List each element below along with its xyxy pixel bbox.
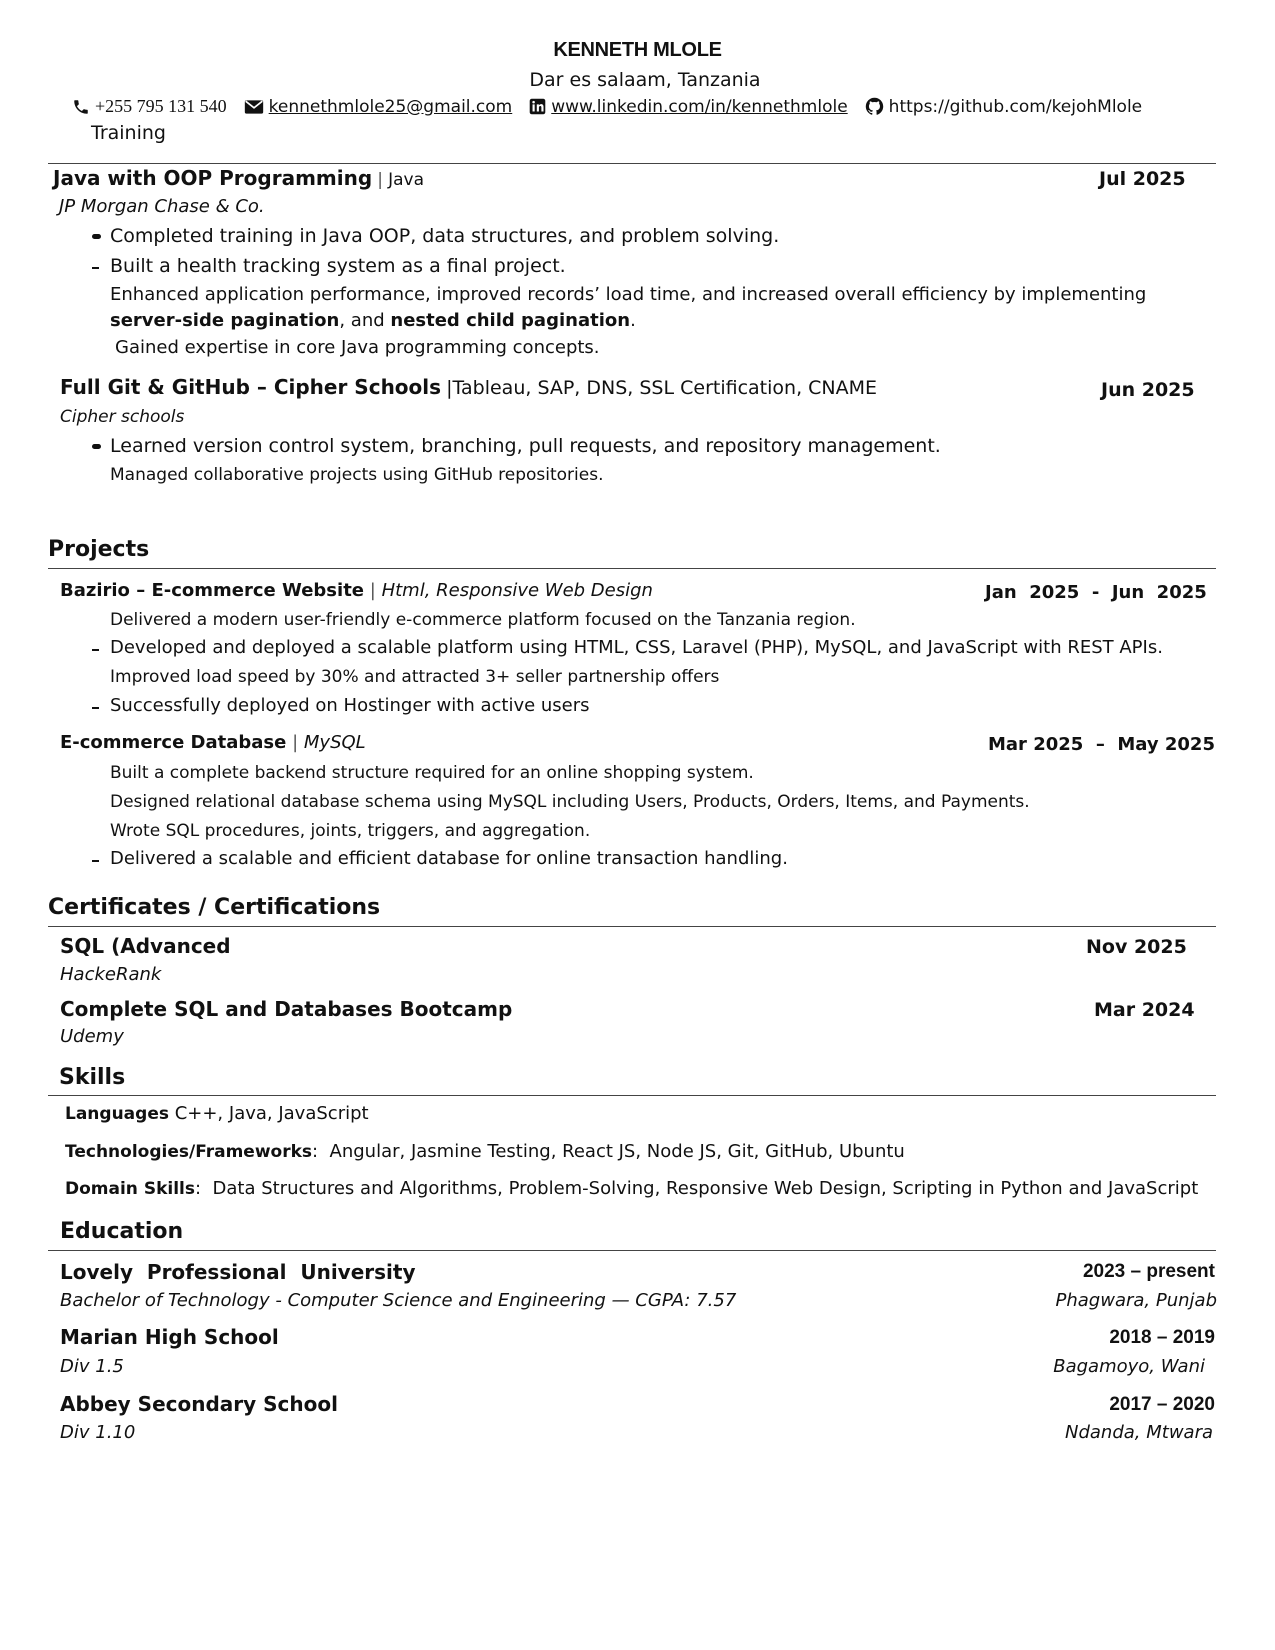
cert-title: Complete SQL and Databases Bootcamp [60,997,513,1021]
skill-value: Angular, Jasmine Testing, React JS, Node JS, Git, GitHub, Ubuntu [329,1141,905,1162]
entry-tech: Java [388,170,425,190]
divider [48,926,1216,927]
training-label: Training [91,122,166,144]
phone-icon [72,98,90,116]
linkedin-icon [529,98,546,115]
edu-date: 2017 – 2020 [1109,1394,1215,1415]
entry-title: Java with OOP Programming [53,166,373,190]
project-title: Bazirio – E-commerce Website [60,580,365,601]
edu-detail: Div 1.5 [60,1356,124,1377]
location: Dar es salaam, Tanzania [529,69,761,91]
skill-row [65,1178,1198,1199]
edu-place: Phagwara, Punjab [1055,1290,1217,1311]
github-link[interactable]: https://github.com/kejohMlole [888,96,1143,117]
edu-detail: Div 1.10 [60,1422,136,1443]
section-heading-certificates: Certificates / Certifications [48,895,381,920]
project-date: Mar 2025 – May 2025 [988,734,1215,755]
bullet-item: Successfully deployed on Hostinger with active users [110,695,590,716]
cert-date: Nov 2025 [1086,936,1187,958]
paragraph-text: Enhanced application performance, improved records’ load time, and increased overall efficiency by implementing [110,284,1147,305]
skill-sep: : [312,1141,330,1162]
section-heading-skills: Skills [59,1065,126,1090]
bold-term: nested child pagination [390,310,631,331]
email-item[interactable] [244,97,513,117]
cert-org: HackeRank [60,964,162,985]
skill-sep: : [194,1178,213,1199]
skill-label: Domain Skills [65,1179,195,1199]
cert-date: Mar 2024 [1094,999,1195,1021]
cert-org: Udemy [60,1026,124,1047]
skill-row [65,1103,369,1124]
phone-number: +255 795 131 540 [95,96,227,116]
skill-value: Data Structures and Algorithms, Problem-Solving, Responsive Web Design, Scripting in Python and JavaScript [212,1178,1199,1199]
bullet-item: Improved load speed by 30% and attracted 3+ seller partnership offers [110,667,720,687]
bullet-item: Designed relational database schema using MySQL including Users, Products, Orders, Items, and Payments. [110,792,1030,812]
project-title-row [60,580,653,601]
github-icon [865,97,884,116]
divider [48,1250,1216,1251]
paragraph-text: , and [339,310,391,331]
contact-bar [72,96,1159,117]
envelope-icon [244,99,264,115]
skill-label: Languages [65,1104,169,1124]
skill-value: C++, Java, JavaScript [174,1103,369,1124]
email-link[interactable]: kennethmlole25@gmail.com [268,96,513,117]
bullet-item: Delivered a modern user-friendly e-commerce platform focused on the Tanzania region. [110,610,856,630]
bullet-item: Delivered a scalable and efficient database for online transaction handling. [110,848,788,869]
entry-org: JP Morgan Chase & Co. [59,196,265,217]
school-name: Abbey Secondary School [60,1392,338,1416]
linkedin-link[interactable]: www.linkedin.com/in/kennethmlole [551,96,848,117]
bullet-item: Managed collaborative projects using GitHub repositories. [110,465,604,485]
section-heading-projects: Projects [48,537,150,562]
entry-date: Jul 2025 [1099,168,1186,190]
bold-term: server-side pagination [110,310,340,331]
school-name: Marian High School [60,1325,279,1349]
edu-detail: Bachelor of Technology - Computer Science and Engineering — CGPA: 7.57 [60,1290,737,1311]
training-entry-title [60,375,877,399]
bullet-item: Wrote SQL procedures, joints, triggers, and aggregation. [110,821,591,841]
edu-date: 2018 – 2019 [1109,1327,1215,1348]
entry-date: Jun 2025 [1101,379,1195,401]
edu-place: Bagamoyo, Wani [1053,1356,1205,1377]
bullet-item: Completed training in Java OOP, data structures, and problem solving. [110,225,780,247]
divider [48,1095,1216,1096]
entry-title: Full Git & GitHub – Cipher Schools [60,375,442,399]
bullet-item: Developed and deployed a scalable platform using HTML, CSS, Laravel (PHP), MySQL, and JavaScript with REST APIs. [110,637,1163,658]
project-tech: MySQL [303,732,366,753]
separator: | [446,377,453,399]
cert-title: SQL (Advanced [60,934,231,958]
divider [48,568,1216,569]
bullet-item: Gained expertise in core Java programming concepts. [115,337,600,358]
entry-org: Cipher schools [60,407,185,427]
skill-label: Technologies/Frameworks [65,1142,313,1162]
project-title: E-commerce Database [60,732,287,753]
school-name: Lovely Professional University [60,1260,416,1284]
linkedin-item[interactable] [529,97,847,117]
github-item[interactable] [865,97,1142,117]
project-title-row [60,732,366,753]
divider [48,163,1216,164]
section-heading-education: Education [60,1219,184,1244]
separator: | [377,170,384,190]
bullet-item: Built a health tracking system as a final project. [110,255,566,277]
edu-place: Ndanda, Mtwara [1065,1422,1213,1443]
paragraph-text: . [630,310,636,331]
paragraph-text [110,310,636,331]
training-entry-title [53,166,424,190]
project-date: Jan 2025 - Jun 2025 [985,582,1207,603]
entry-tech: Tableau, SAP, DNS, SSL Certification, CNAME [452,377,878,399]
skill-row [65,1141,905,1162]
resume-name: KENNETH MLOLE [553,39,722,61]
bullet-item: Learned version control system, branching, pull requests, and repository management. [110,435,941,457]
edu-date: 2023 – present [1082,1261,1215,1282]
separator: | [369,580,376,601]
project-tech: Html, Responsive Web Design [381,580,653,601]
bullet-item: Built a complete backend structure required for an online shopping system. [110,763,754,783]
separator: | [292,732,299,753]
phone-item [72,96,227,117]
